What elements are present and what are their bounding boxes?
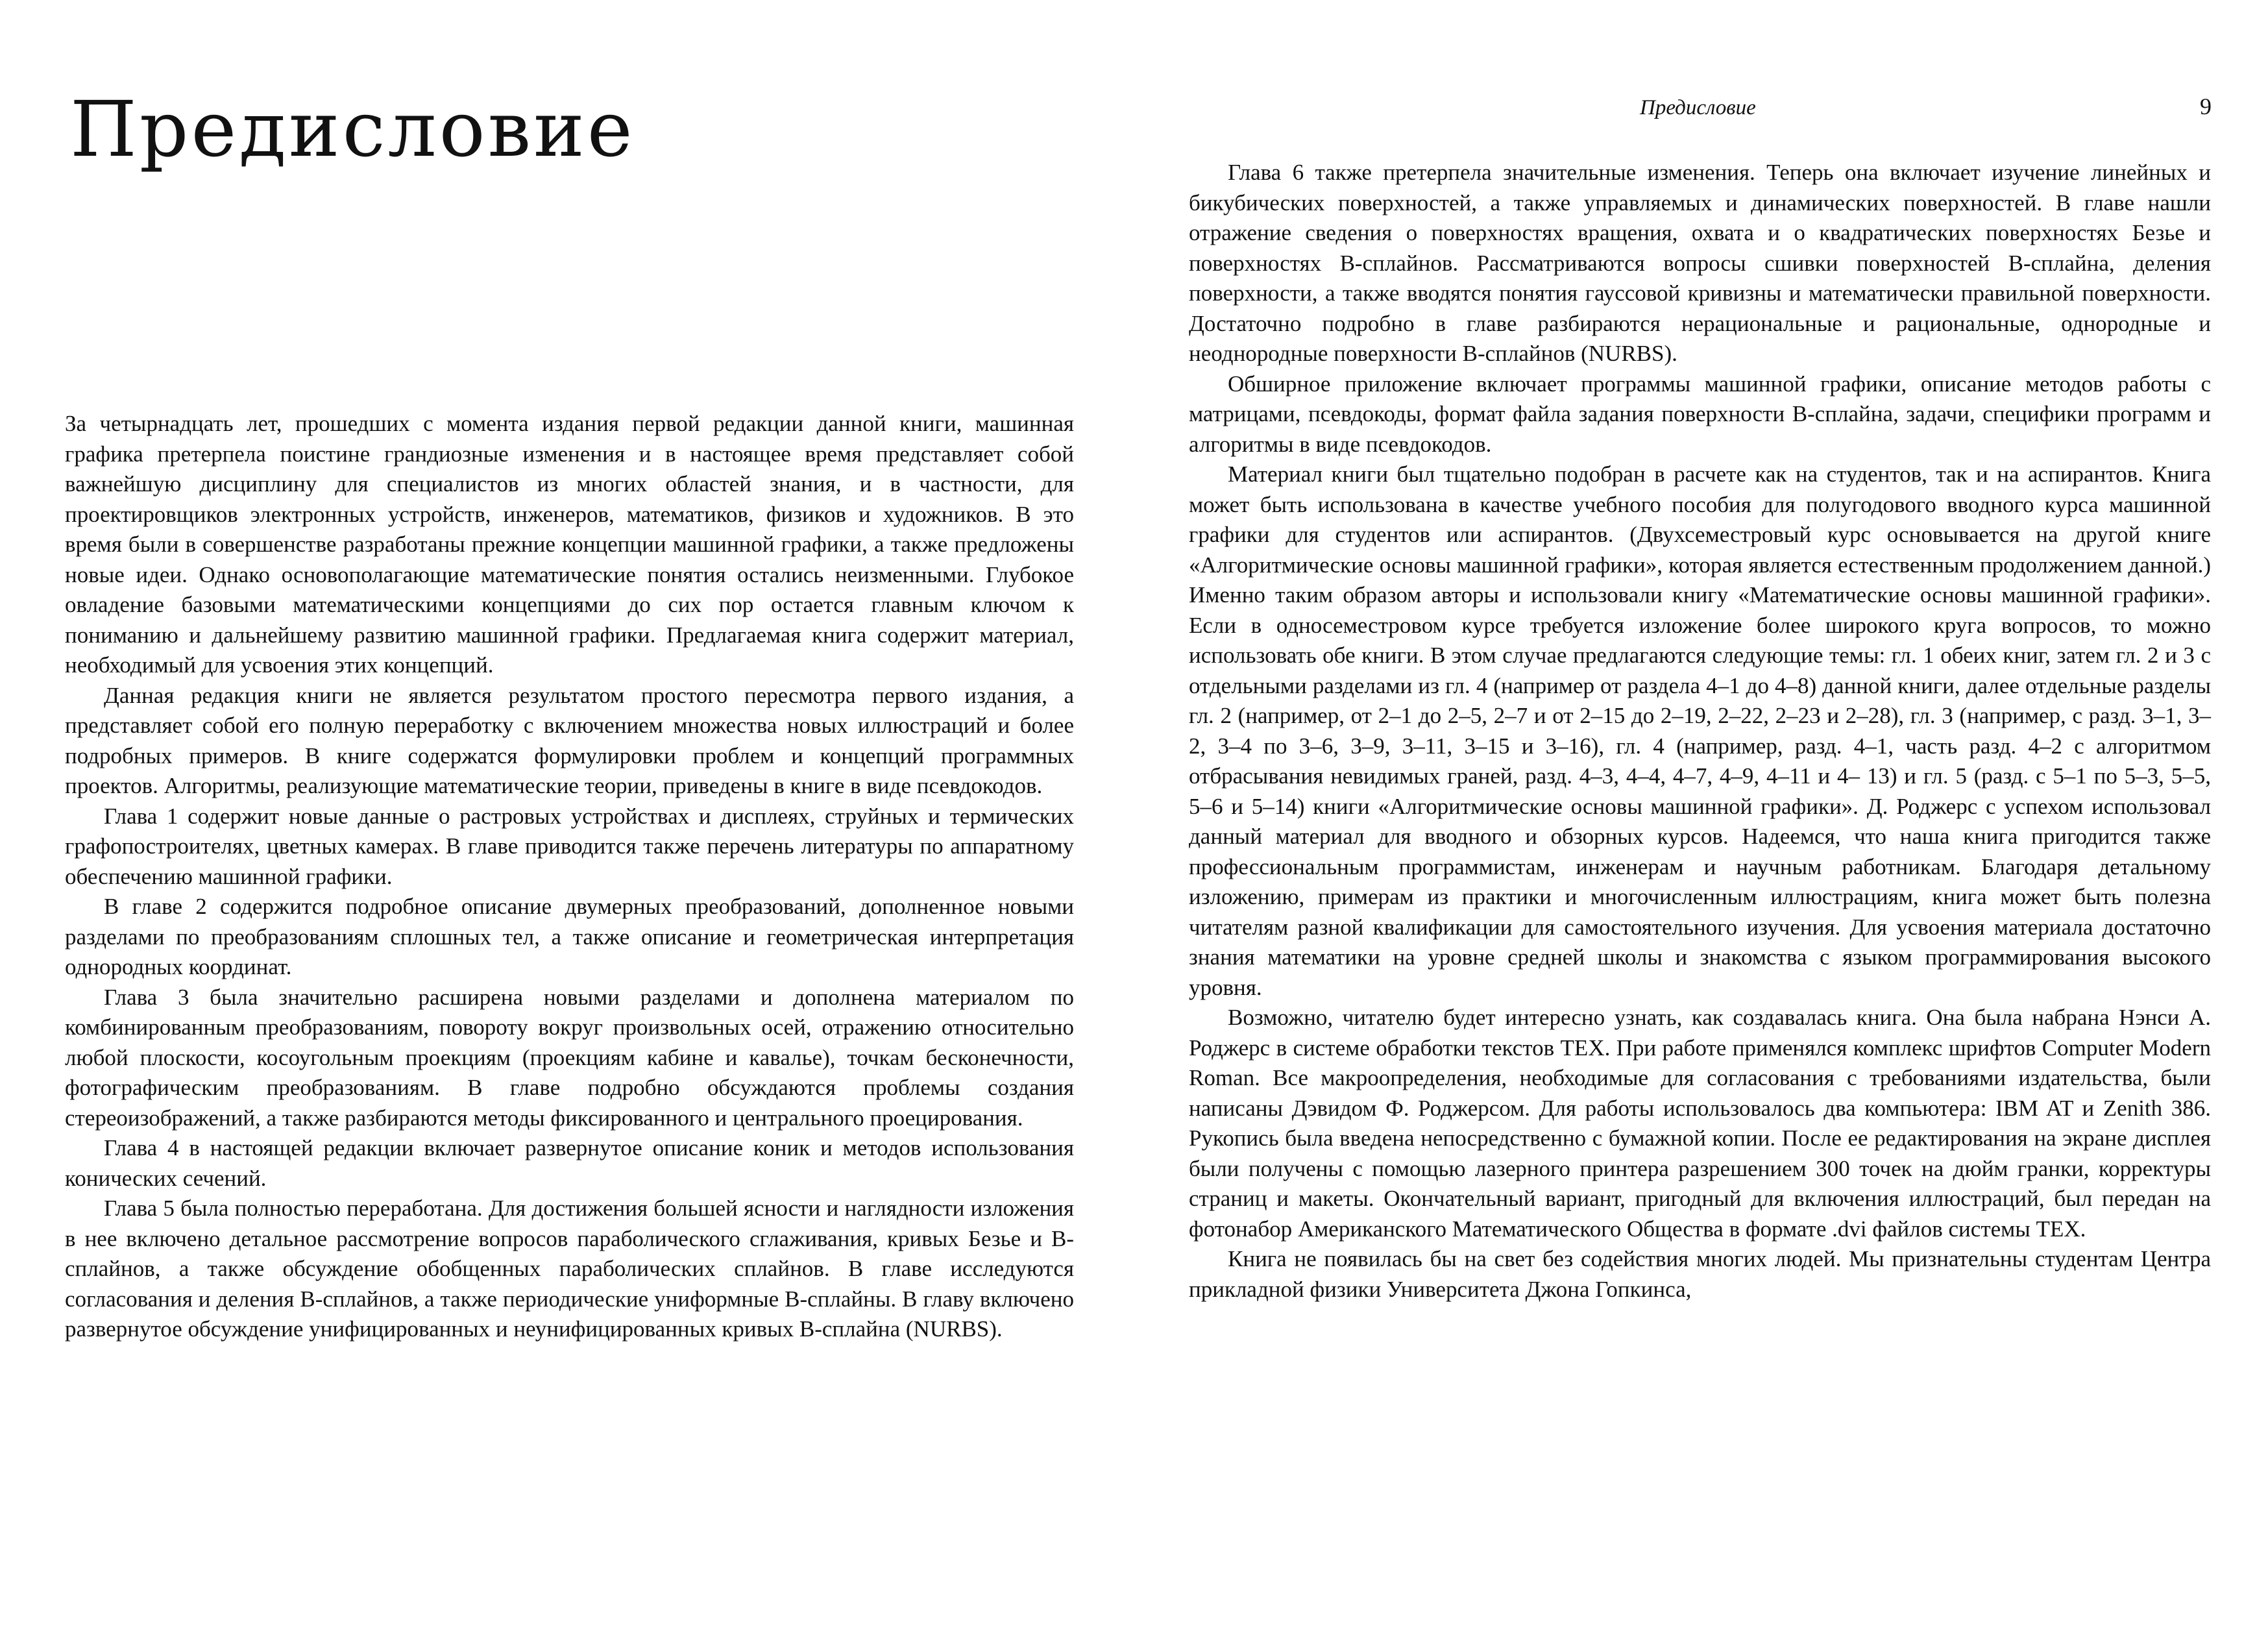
right-page bbox=[1134, 0, 2268, 1644]
paragraph: Глава 1 содержит новые данные о растровых устройствах и дисплеях, струйных и термических графопостроителях, цветных камерах. В главе приводится также перечень литературы по аппаратному обеспечению машинной графики. bbox=[65, 803, 1074, 889]
paragraph: Материал книги был тщательно подобран в расчете как на студентов, так и на аспирантов. Книга может быть использована в качестве учебного пособия для полугодового вводного курса машинной графики для студентов или аспирантов. (Двухсеместровый курс основывается на другой книге «Алгоритмические основы машинной графики», которая является естественным продолжением данной.) Именно таким образом авторы и использовали книгу «Математические основы машинной графики». Если в односеместровом курсе требуется изложение более широкого круга вопросов, то можно использовать обе книги. В этом случае предлагаются следующие темы: гл. 1 обеих книг, затем гл. 2 и 3 с отдельными разделами из гл. 4 (например от раздела 4–1 до 4–8) данной книги, далее отдельные разделы гл. 2 (например, от 2–1 до 2–5, 2–7 и от 2–15 до 2–19, 2–22, 2–23 и 2–28), гл. 3 (например, с разд. 3–1, 3–2, 3–4 по 3–6, 3–9, 3–11, 3–15 и 3–16), гл. 4 (например, разд. 4–1, часть разд. 4–2 с алгоритмом отбрасывания невидимых граней, разд. 4–3, 4–4, 4–7, 4–9, 4–11 и 4– 13) и гл. 5 (разд. с 5–1 по 5–3, 5–5, 5–6 и 5–14) книги «Алгоритмические основы машинной графики». Д. Роджерс с успехом использовал данный материал для вводного и обзорных курсов. Надеемся, что наша книга пригодится также профессиональным программистам, инженерам и научным работникам. Благодаря детальному изложению, примерам из практики и многочисленным иллюстрациям, книга может быть полезна читателям разной квалификации для самостоятельного изучения. Для усвоения материала достаточно знания математики на уровне средней школы и знакомства с языком программирования высокого уровня. bbox=[1189, 461, 2211, 1000]
left-page-text bbox=[65, 409, 1074, 1345]
paragraph: Глава 4 в настоящей редакции включает развернутое описание коник и методов использования конических сечений. bbox=[65, 1135, 1074, 1191]
paragraph: Глава 5 была полностью переработана. Для достижения большей ясности и наглядности изложения в нее включено детальное рассмотрение вопросов параболического сглаживания, кривых Безье и B-сплайнов, а также обсуждение обобщенных параболических сплайнов. В главе исследуются согласования и деления B-сплайнов, а также периодические униформные B-сплайны. В главу включено развернутое обсуждение унифицированных и неунифицированных кривых B-сплайна (NURBS). bbox=[65, 1196, 1074, 1342]
paragraph: За четырнадцать лет, прошедших с момента издания первой редакции данной книги, машинная графика претерпела поистине грандиозные изменения и в настоящее время представляет собой важнейшую дисциплину для специалистов из многих областей знания, и в частности, для проектировщиков электронных устройств, инженеров, математиков, физиков и художников. В это время были в совершенстве разработаны прежние концепции машинной графики, а также предложены новые идеи. Однако основополагающие математические понятия остались неизменными. Глубокое овладение базовыми математическими концепциями до сих пор остается главным ключом к пониманию и дальнейшему развитию машинной графики. Предлагаемая книга содержит материал, необходимый для усвоения этих концепций. bbox=[65, 411, 1074, 678]
page-number: 9 bbox=[2200, 93, 2212, 119]
paragraph: Данная редакция книги не является результатом простого пересмотра первого издания, а представляет собой его полную переработку с включением множества новых иллюстраций и более подробных примеров. В книге содержатся формулировки проблем и концепций программных проектов. Алгоритмы, реализующие математические теории, приведены в книге в виде псевдокодов. bbox=[65, 682, 1074, 798]
paragraph: Обширное приложение включает программы машинной графики, описание методов работы с матрицами, псевдокоды, формат файла задания поверхности B-сплайна, задачи, специфики программ и алгоритмы в виде псевдокодов. bbox=[1189, 371, 2211, 457]
paragraph: В главе 2 содержится подробное описание двумерных преобразований, дополненное новыми разделами по преобразованиям сплошных тел, а также описание и геометрическая интерпретация однородных координат. bbox=[65, 894, 1074, 979]
right-page-text bbox=[1189, 158, 2211, 1305]
paragraph: Глава 6 также претерпела значительные изменения. Теперь она включает изучение линейных и бикубических поверхностей, а также управляемых и динамических поверхностей. В главе нашли отражение сведения о поверхностях вращения, охвата и о квадратических поверхностях Безье и поверхностях B-сплайнов. Рассматриваются вопросы сшивки поверхностей B-сплайна, деления поверхности, а также вводятся понятия гауссовой кривизны и математически правильной поверхности. Достаточно подробно в главе разбираются нерациональные и рациональные, однородные и неоднородные поверхности B-сплайнов (NURBS). bbox=[1189, 160, 2211, 366]
paragraph: Книга не появилась бы на свет без содействия многих людей. Мы признательны студентам Центра прикладной физики Университета Джона Гопкинса, bbox=[1189, 1246, 2211, 1302]
running-head: Предисловие bbox=[1640, 96, 1756, 119]
chapter-title: Предисловие bbox=[70, 84, 635, 174]
paragraph: Глава 3 была значительно расширена новыми разделами и дополнена материалом по комбинированным преобразованиям, повороту вокруг произвольных осей, отражению относительно любой плоскости, косоугольным проекциям (проекциям кабине и кавалье), точкам бесконечности, фотографическим преобразованиям. В главе подробно обсуждаются проблемы создания стереоизображений, а также разбираются методы фиксированного и центрального проецирования. bbox=[65, 984, 1074, 1131]
paragraph: Возможно, читателю будет интересно узнать, как создавалась книга. Она была набрана Нэнси А. Роджерс в системе обработки текстов TEX. При работе применялся комплекс шрифтов Computer Modern Roman. Все макроопределения, необходимые для согласования с требованиями издательства, были написаны Дэвидом Ф. Роджерсом. Для работы использовалось два компьютера: IBM AT и Zenith 386. Рукопись была введена непосредственно с бумажной копии. После ее редактирования на экране дисплея были получены с помощью лазерного принтера разрешением 300 точек на дюйм гранки, корректуры страниц и макеты. Окончательный вариант, пригодный для включения иллюстраций, был передан на фотонабор Американского Математического Общества в формате .dvi файлов системы TEX. bbox=[1189, 1005, 2211, 1242]
